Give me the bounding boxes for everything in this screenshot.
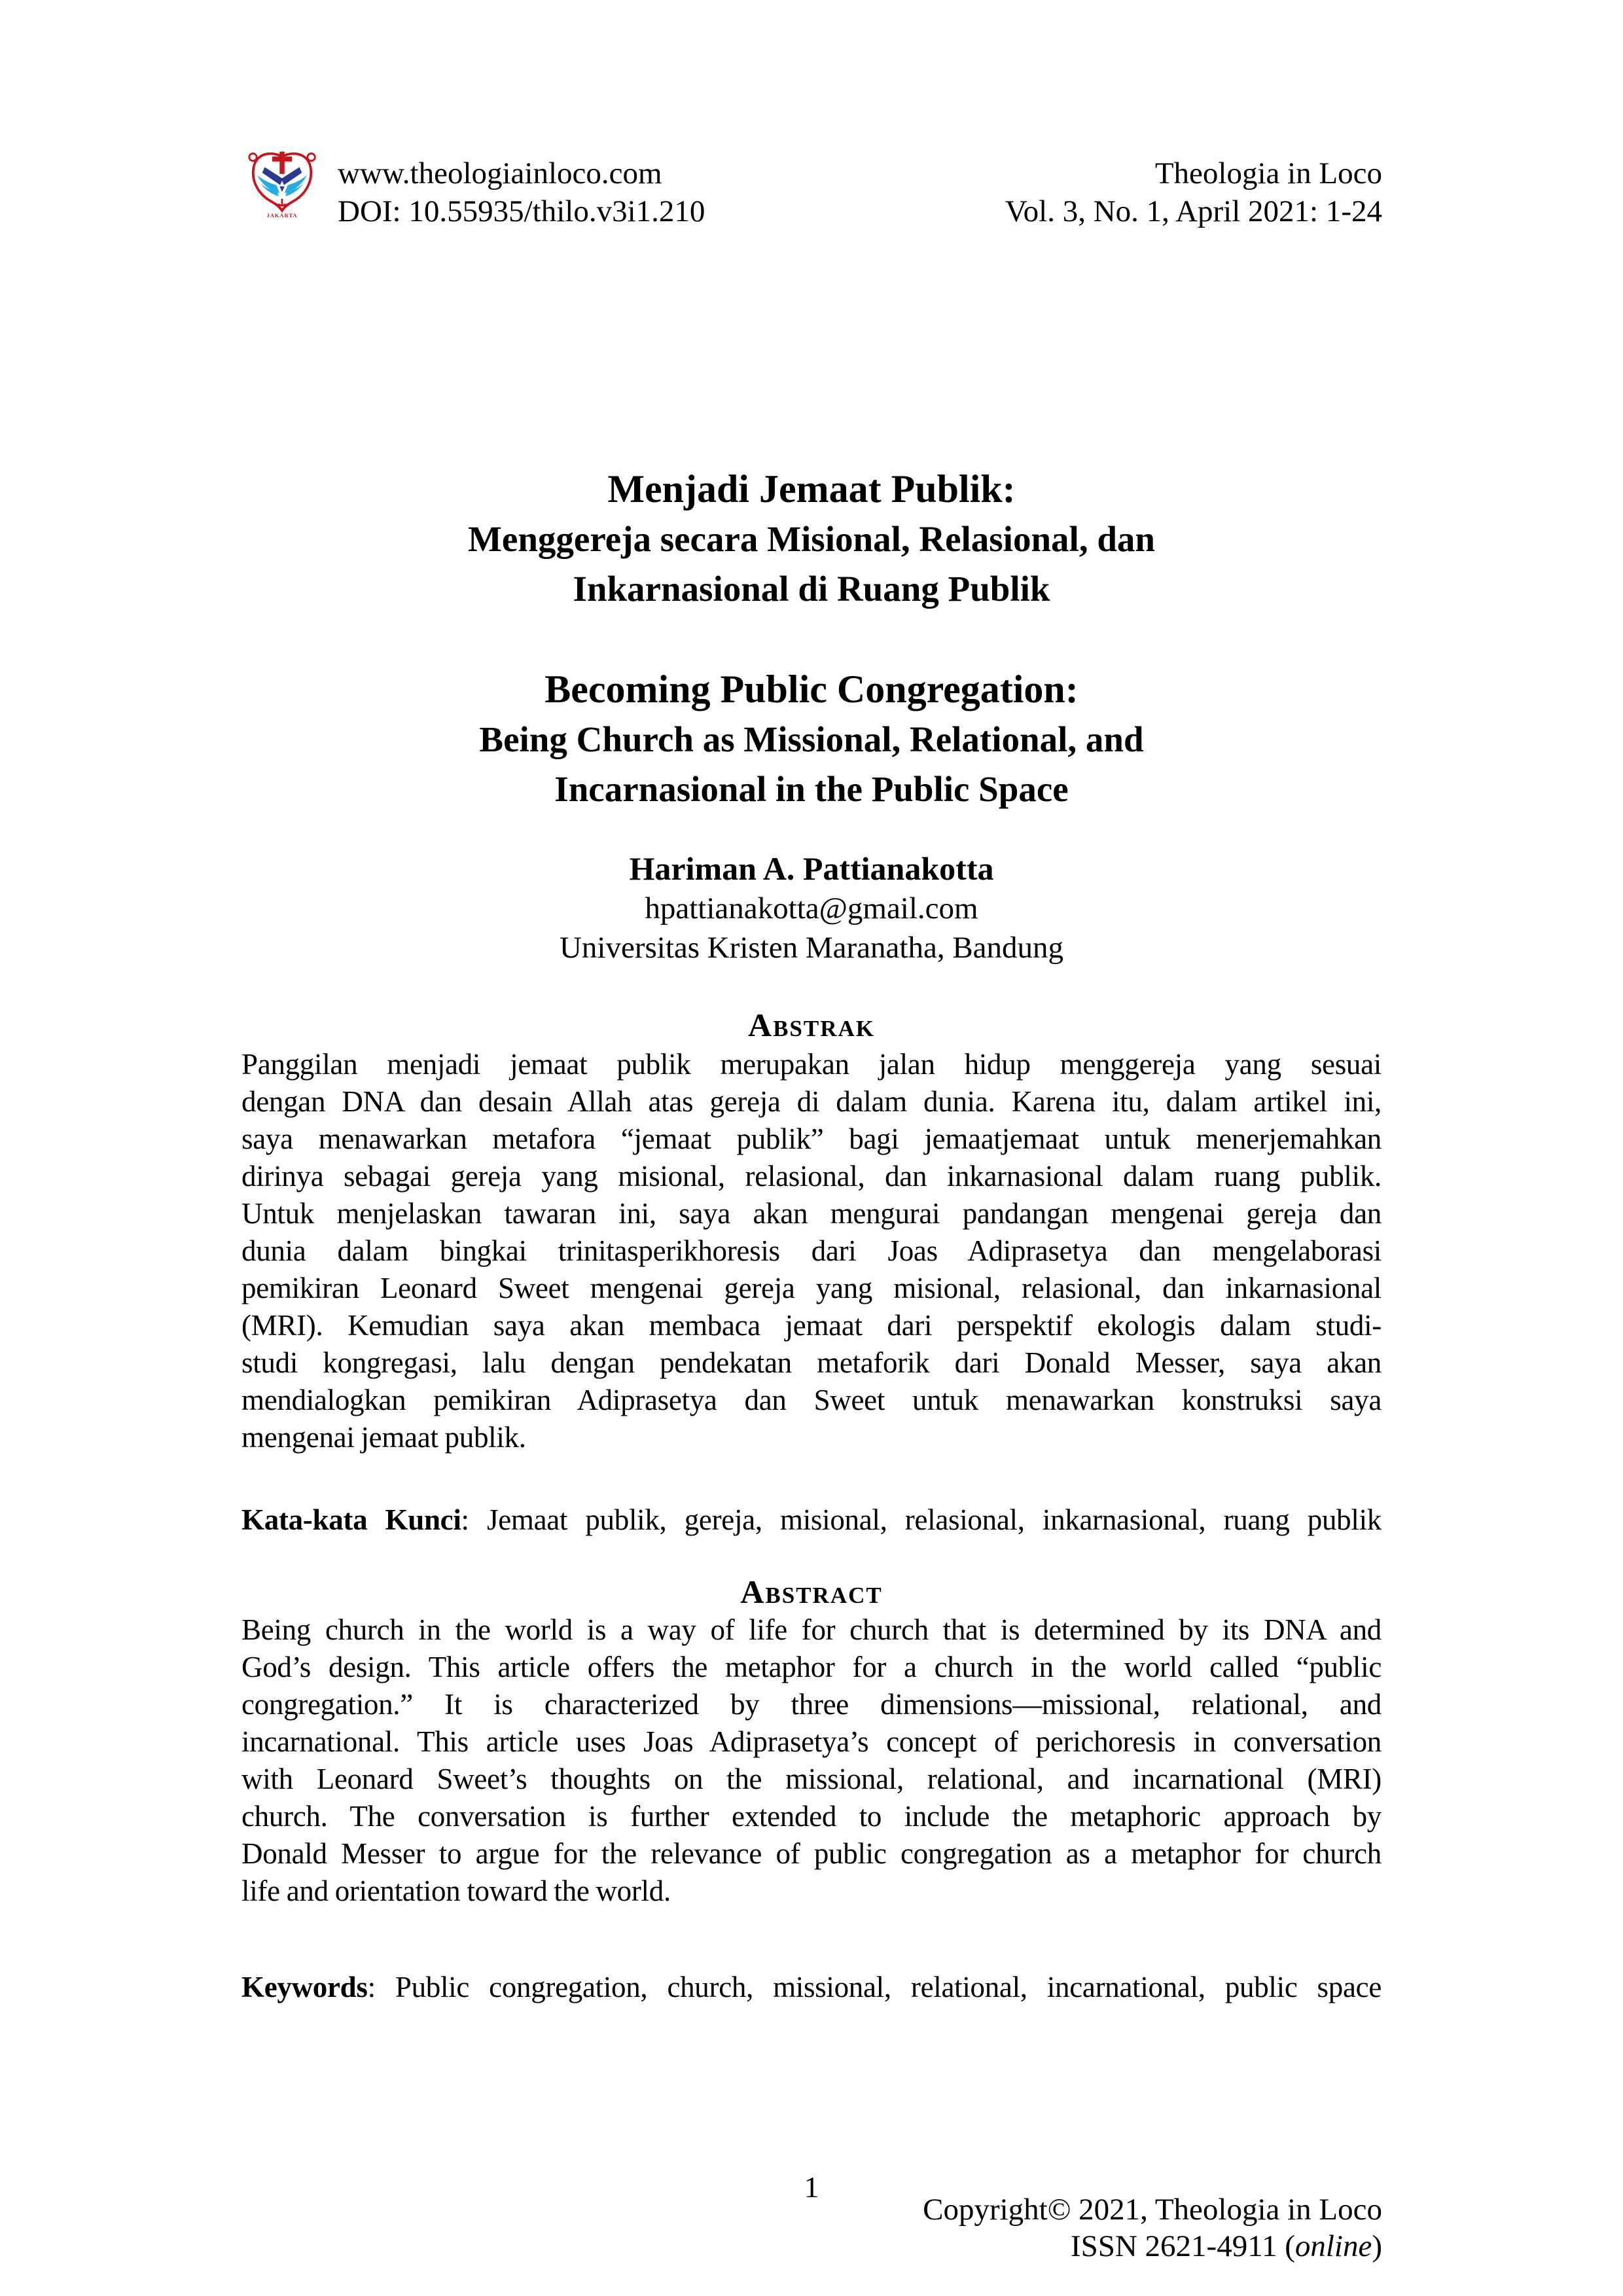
issn-post: ): [1372, 2229, 1382, 2263]
author-name: Hariman A. Pattianakotta: [629, 850, 994, 887]
abstrak-heading: Abstrak: [747, 1007, 876, 1043]
crest-volute-left: [249, 153, 257, 160]
author-affiliation: Universitas Kristen Maranatha, Bandung: [559, 931, 1064, 965]
keywords-english: [241, 1969, 1382, 2008]
title-english: [241, 664, 1382, 814]
logo-caption: JAKARTA: [266, 212, 298, 219]
title-id-line1: Menjadi Jemaat Publik:: [607, 467, 1016, 511]
abstrak-line: dunia dalam bingkai trinitasperikhoresis dari Joas Adiprasetya dan mengelaborasi: [241, 1234, 1382, 1267]
abstrak-line: saya menawarkan metafora “jemaat publik” bagi jemaatjemaat untuk menerjemahkan: [241, 1122, 1382, 1155]
abstrak-line: pemikiran Leonard Sweet mengenai gereja yang misional, relasional, dan inkarnasional: [241, 1272, 1382, 1304]
title-en-line2: Being Church as Missional, Relational, and: [479, 719, 1144, 759]
abstract-line: life and orientation toward the world.: [241, 1874, 671, 1907]
abstrak-body: [241, 1046, 1382, 1456]
issn-line: [923, 2228, 1382, 2265]
abstract-body: [241, 1611, 1382, 1910]
title-id-line2: Menggereja secara Misional, Relasional, dan: [468, 519, 1155, 559]
abstrak-line: dengan DNA dan desain Allah atas gereja di dalam dunia. Karena itu, dalam artikel ini,: [241, 1085, 1382, 1118]
keywords-id-text: : Jemaat publik, gereja, misional, relasional, inkarnasional, ruang publik: [461, 1503, 1382, 1536]
title-indonesian: [241, 463, 1382, 614]
abstract-line: church. The conversation is further extended to include the metaphoric approach by: [241, 1800, 1382, 1833]
abstract-line: congregation.” It is characterized by three dimensions—missional, relational, and: [241, 1688, 1382, 1721]
abstrak-line: studi kongregasi, lalu dengan pendekatan metaforik dari Donald Messer, saya akan: [241, 1346, 1382, 1379]
article-doi: DOI: 10.55935/thilo.v3i1.210: [338, 194, 705, 228]
issn-online: online: [1294, 2229, 1372, 2263]
title-id-line3: Inkarnasional di Ruang Publik: [573, 569, 1050, 609]
abstract-line: with Leonard Sweet’s thoughts on the missional, relational, and incarnational (MRI): [241, 1763, 1382, 1795]
abstract-line: God’s design. This article offers the metaphor for a church in the world called “public: [241, 1651, 1382, 1683]
abstract-line: incarnational. This article uses Joas Adiprasetya’s concept of perichoresis in conversation: [241, 1725, 1382, 1758]
abstract-line: Being church in the world is a way of life for church that is determined by its DNA and: [241, 1613, 1382, 1646]
abstrak-line: (MRI). Kemudian saya akan membaca jemaat dari perspektif ekologis dalam studi-: [241, 1309, 1382, 1342]
keywords-indonesian: [241, 1501, 1382, 1541]
issn-pre: ISSN 2621-4911 (: [1070, 2229, 1295, 2263]
crest-volute-right: [308, 153, 315, 160]
abstrak-line: mendialogkan pemikiran Adiprasetya dan Sweet untuk menawarkan konstruksi saya: [241, 1384, 1382, 1416]
abstrak-line: Panggilan menjadi jemaat publik merupakan jalan hidup menggereja yang sesuai: [241, 1048, 1382, 1081]
journal-logo: [245, 147, 319, 219]
abstract-heading: Abstract: [740, 1573, 883, 1610]
title-en-line1: Becoming Public Congregation:: [544, 668, 1079, 711]
journal-website: www.theologiainloco.com: [338, 156, 662, 190]
abstrak-line: mengenai jemaat publik.: [241, 1421, 526, 1454]
keywords-id-label: Kata-kata Kunci: [241, 1503, 461, 1536]
copyright-line: Copyright© 2021, Theologia in Loco: [923, 2193, 1382, 2227]
keywords-en-label: Keywords: [241, 1971, 368, 2003]
header-right: [1005, 154, 1382, 230]
author-email: hpattianakotta@gmail.com: [645, 891, 978, 925]
header-left: [338, 154, 705, 230]
title-en-line3: Incarnasional in the Public Space: [554, 769, 1069, 809]
page-number: 1: [804, 2170, 819, 2204]
abstrak-line: dirinya sebagai gereja yang misional, relasional, dan inkarnasional dalam ruang publik.: [241, 1160, 1382, 1193]
abstrak-line: Untuk menjelaskan tawaran ini, saya akan mengurai pandangan mengenai gereja dan: [241, 1197, 1382, 1230]
keywords-en-text: : Public congregation, church, missional, relational, incarnational, public space: [367, 1971, 1382, 2003]
journal-issue: Vol. 3, No. 1, April 2021: 1-24: [1005, 194, 1382, 228]
abstract-line: Donald Messer to argue for the relevance of public congregation as a metaphor for church: [241, 1837, 1382, 1870]
footer-right: [923, 2191, 1382, 2265]
author-block: [241, 848, 1382, 967]
journal-name: Theologia in Loco: [1154, 156, 1382, 190]
